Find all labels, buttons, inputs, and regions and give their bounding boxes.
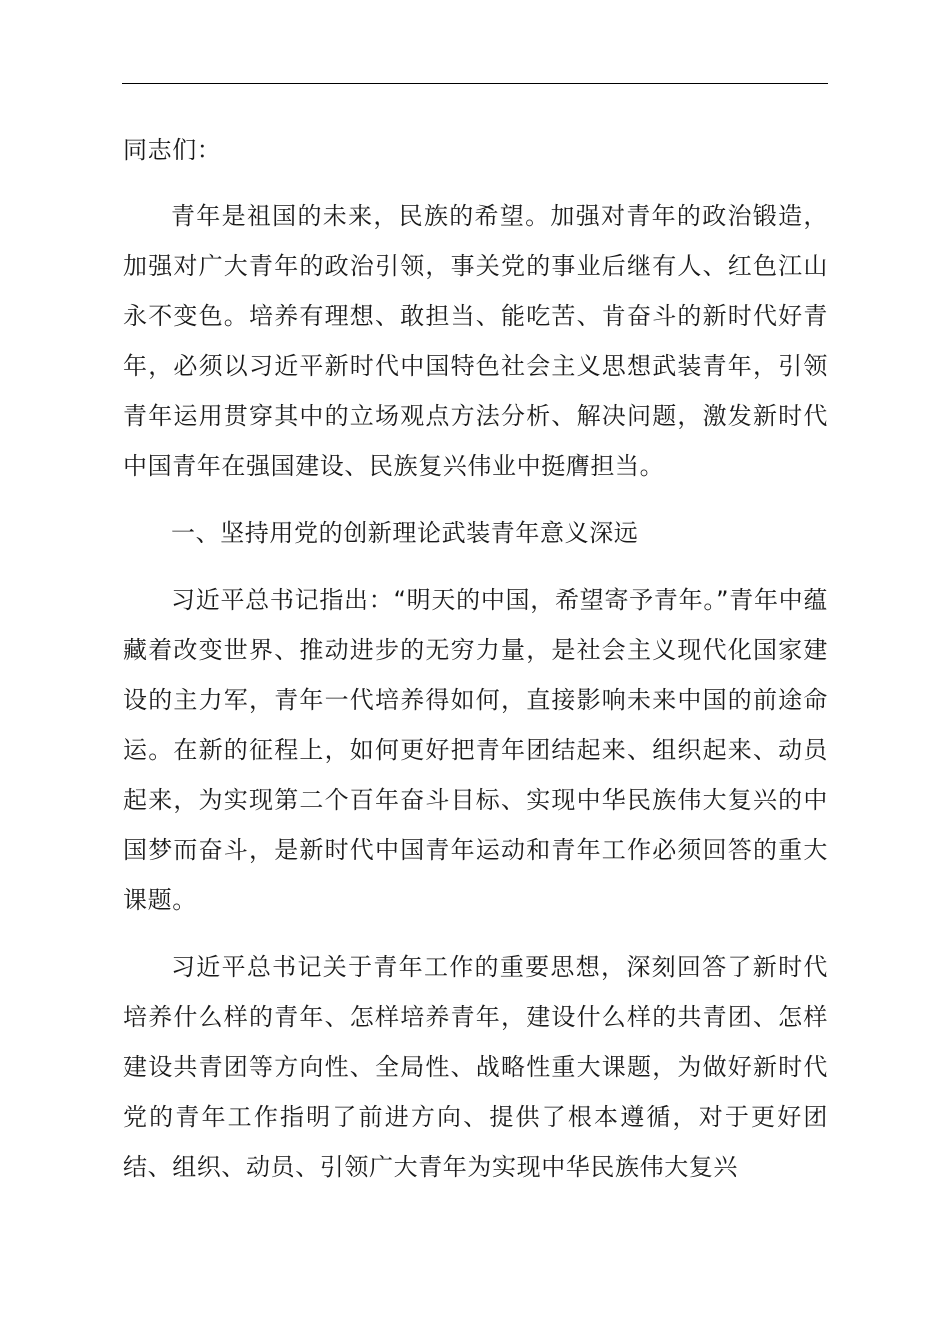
salutation: 同志们： [123,136,222,164]
header-rule [122,83,828,84]
intro-paragraph: 青年是祖国的未来，民族的希望。加强对青年的政治锻造，加强对广大青年的政治引领，事关党的事业后继有人、红色江山永不变色。培养有理想、敢担当、能吃苦、肯奋斗的新时代好青年，必须以习近平新时代中国特色社会主义思想武装青年，引领青年运用贯穿其中的立场观点方法分析、解决问题，激发新时代中国青年在强国建设、民族复兴伟业中挺膺担当。 [123,202,828,480]
section-paragraph-1: 习近平总书记指出：“明天的中国，希望寄予青年。”青年中蕴藏着改变世界、推动进步的无穷力量，是社会主义现代化国家建设的主力军，青年一代培养得如何，直接影响未来中国的前途命运。在新的征程上，如何更好把青年团结起来、组织起来、动员起来，为实现第二个百年奋斗目标、实现中华民族伟大复兴的中国梦而奋斗，是新时代中国青年运动和青年工作必须回答的重大课题。 [123,586,828,914]
document-body [123,125,828,1192]
section-paragraph-2: 习近平总书记关于青年工作的重要思想，深刻回答了新时代培养什么样的青年、怎样培养青年，建设什么样的共青团、怎样建设共青团等方向性、全局性、战略性重大课题，为做好新时代党的青年工作指明了前进方向、提供了根本遵循，对于更好团结、组织、动员、引领广大青年为实现中华民族伟大复兴 [123,953,828,1181]
section-heading: 一、坚持用党的创新理论武装青年意义深远 [171,519,639,547]
